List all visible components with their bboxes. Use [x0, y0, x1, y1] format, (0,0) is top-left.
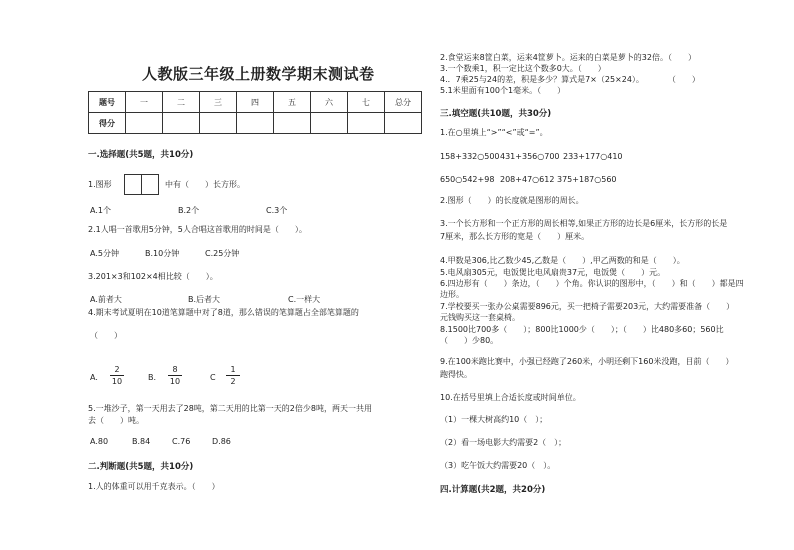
score-table-header-cell: 二 — [163, 92, 200, 113]
fill-6-text: 6.四边形有（ ）条边，（ ）个角。你认识的图形中，（ ）和（ ）都是四 — [440, 279, 744, 288]
section-judge-heading: 二.判断题(共5题，共10分) — [88, 462, 194, 472]
score-table-header-cell: 三 — [200, 92, 237, 113]
compare-item[interactable]: 158+332○500 — [440, 152, 500, 161]
option-c[interactable]: C.76 — [172, 437, 191, 446]
option-a[interactable]: A.80 — [90, 437, 109, 446]
section-calc-heading: 四.计算题(共2题，共20分) — [440, 485, 546, 495]
judge-4-text: 4.．7乘25与24的差，积是多少？算式是7×（25×24）。 （ ） — [440, 75, 700, 84]
fraction-denominator: 2 — [230, 377, 236, 386]
compare-item[interactable]: 375+187○560 — [557, 175, 617, 184]
fill-3-text: 3.一个长方形和一个正方形的周长相等,如果正方形的边长是6厘米，长方形的长是 — [440, 219, 728, 228]
fraction-b — [168, 365, 182, 386]
fraction-numerator: 8 — [172, 365, 178, 374]
score-cell[interactable] — [126, 113, 163, 134]
fraction-numerator: 1 — [230, 365, 236, 374]
score-cell[interactable] — [237, 113, 274, 134]
score-table-header-cell: 六 — [311, 92, 348, 113]
fraction-bar — [110, 375, 124, 376]
option-a[interactable]: A.1个 — [90, 206, 111, 215]
fill-9-text-cont: 跑得快。 — [440, 370, 472, 379]
compare-item[interactable]: 233+177○410 — [563, 152, 623, 161]
question-5-text-cont: 去（ ）吨。 — [88, 416, 144, 425]
score-cell[interactable] — [163, 113, 200, 134]
fill-10-item-2: （2）看一场电影大约需要2（ ）； — [440, 438, 567, 447]
score-table-score-row — [89, 113, 422, 134]
question-5-text: 5.一堆沙子，第一天用去了28吨，第二天用的比第一天的2倍少8吨，两天一共用 — [88, 404, 372, 413]
fraction-a — [110, 365, 124, 386]
question-1-text: 中有（ ）长方形。 — [165, 180, 245, 189]
judge-1-text: 1.人的体重可以用千克表示。（ ） — [88, 482, 220, 491]
score-table-header-row — [89, 92, 422, 113]
fill-8-text: 8.1500比700多（ ）；800比1000少（ ）；（ ）比480多60；560比 — [440, 325, 724, 334]
option-c-label[interactable]: C — [210, 373, 216, 382]
fill-8-text-cont: （ ）少80。 — [440, 336, 499, 345]
fill-6-text-cont: 边形。 — [440, 290, 464, 299]
option-a-label[interactable]: A. — [90, 373, 98, 382]
option-b[interactable]: B.后者大 — [188, 295, 221, 304]
question-4-text: 4.期末考试夏明在10道笔算题中对了8道，那么错误的笔算题占全部笔算题的 — [88, 308, 359, 317]
fraction-denominator: 10 — [169, 377, 181, 386]
score-table-header-cell: 七 — [348, 92, 385, 113]
question-1-label: 1.图形 — [88, 180, 112, 189]
fill-10-item-1: （1）一棵大树高约10（ ）； — [440, 415, 548, 424]
question-2-text: 2.1人唱一首歌用5分钟，5人合唱这首歌用的时间是（ ）。 — [88, 225, 307, 234]
fill-7-text: 7.学校要买一张办公桌需要896元，买一把椅子需要203元，大约需要准备（ ） — [440, 302, 735, 311]
option-b[interactable]: B.84 — [132, 437, 151, 446]
fraction-denominator: 10 — [111, 377, 123, 386]
score-table-header-cell: 一 — [126, 92, 163, 113]
fraction-c — [226, 365, 240, 386]
score-table-header-cell: 总分 — [385, 92, 422, 113]
score-cell[interactable] — [274, 113, 311, 134]
score-cell[interactable] — [311, 113, 348, 134]
fraction-bar — [168, 375, 182, 376]
fill-1-text: 1.在○里填上“>”“<”或“=”。 — [440, 128, 548, 137]
score-table-row-label: 得分 — [89, 113, 126, 134]
score-table-header-cell: 四 — [237, 92, 274, 113]
score-table-header-cell: 五 — [274, 92, 311, 113]
judge-5-text: 5.1米里面有100个1毫米。（ ） — [440, 86, 566, 95]
fill-10-item-3: （3）吃午饭大约需要20（ ）。 — [440, 461, 556, 470]
fill-9-text: 9.在100米跑比赛中，小强已经跑了260米，小明还剩下160米没跑，目前（ ） — [440, 357, 734, 366]
fill-4-text: 4.甲数是306,比乙数少45,乙数是（ ）,甲乙两数的和是（ ）。 — [440, 256, 685, 265]
fill-2-text: 2.图形（ ）的长度就是图形的周长。 — [440, 196, 584, 205]
page-title: 人教版三年级上册数学期末测试卷 — [142, 65, 375, 83]
option-c[interactable]: C.一样大 — [288, 295, 321, 304]
compare-item[interactable]: 431+356○700 — [500, 152, 560, 161]
judge-2-text: 2.食堂运来8筐白菜，运来4筐萝卜。运来的白菜是萝卜的32倍。（ ） — [440, 53, 696, 62]
compare-item[interactable]: 208+47○612 — [500, 175, 555, 184]
square-shape — [141, 174, 159, 195]
score-cell[interactable] — [348, 113, 385, 134]
section-choice-heading: 一.选择题(共5题，共10分) — [88, 150, 194, 160]
option-c[interactable]: C.3个 — [266, 206, 288, 215]
score-cell[interactable] — [385, 113, 422, 134]
fill-10-text: 10.在括号里填上合适长度或时间单位。 — [440, 393, 581, 402]
fraction-bar — [226, 375, 240, 376]
option-c[interactable]: C.25分钟 — [205, 249, 240, 258]
fill-7-text-cont: 元钱购买这一套桌椅。 — [440, 313, 520, 322]
fill-3-text-cont: 7厘米，那么长方形的宽是（ ）厘米。 — [440, 232, 590, 241]
square-shape — [124, 174, 142, 195]
section-fill-heading: 三.填空题(共10题，共30分) — [440, 109, 552, 119]
score-table — [88, 91, 422, 134]
option-b[interactable]: B.10分钟 — [145, 249, 180, 258]
option-b-label[interactable]: B. — [148, 373, 157, 382]
option-b[interactable]: B.2个 — [178, 206, 200, 215]
question-4-blank[interactable]: （ ） — [90, 331, 122, 340]
compare-item[interactable]: 650○542+98 — [440, 175, 495, 184]
judge-3-text: 3.一个数乘1，积一定比这个数多0大。（ ） — [440, 64, 606, 73]
question-3-text: 3.201×3和102×4相比较（ ）。 — [88, 272, 218, 281]
option-a[interactable]: A.前者大 — [90, 295, 122, 304]
score-table-header-cell: 题号 — [89, 92, 126, 113]
fill-5-text: 5.电风扇305元，电饭煲比电风扇贵37元，电饭煲（ ）元。 — [440, 268, 666, 277]
option-a[interactable]: A.5分钟 — [90, 249, 119, 258]
option-d[interactable]: D.86 — [212, 437, 231, 446]
fraction-numerator: 2 — [114, 365, 120, 374]
score-cell[interactable] — [200, 113, 237, 134]
